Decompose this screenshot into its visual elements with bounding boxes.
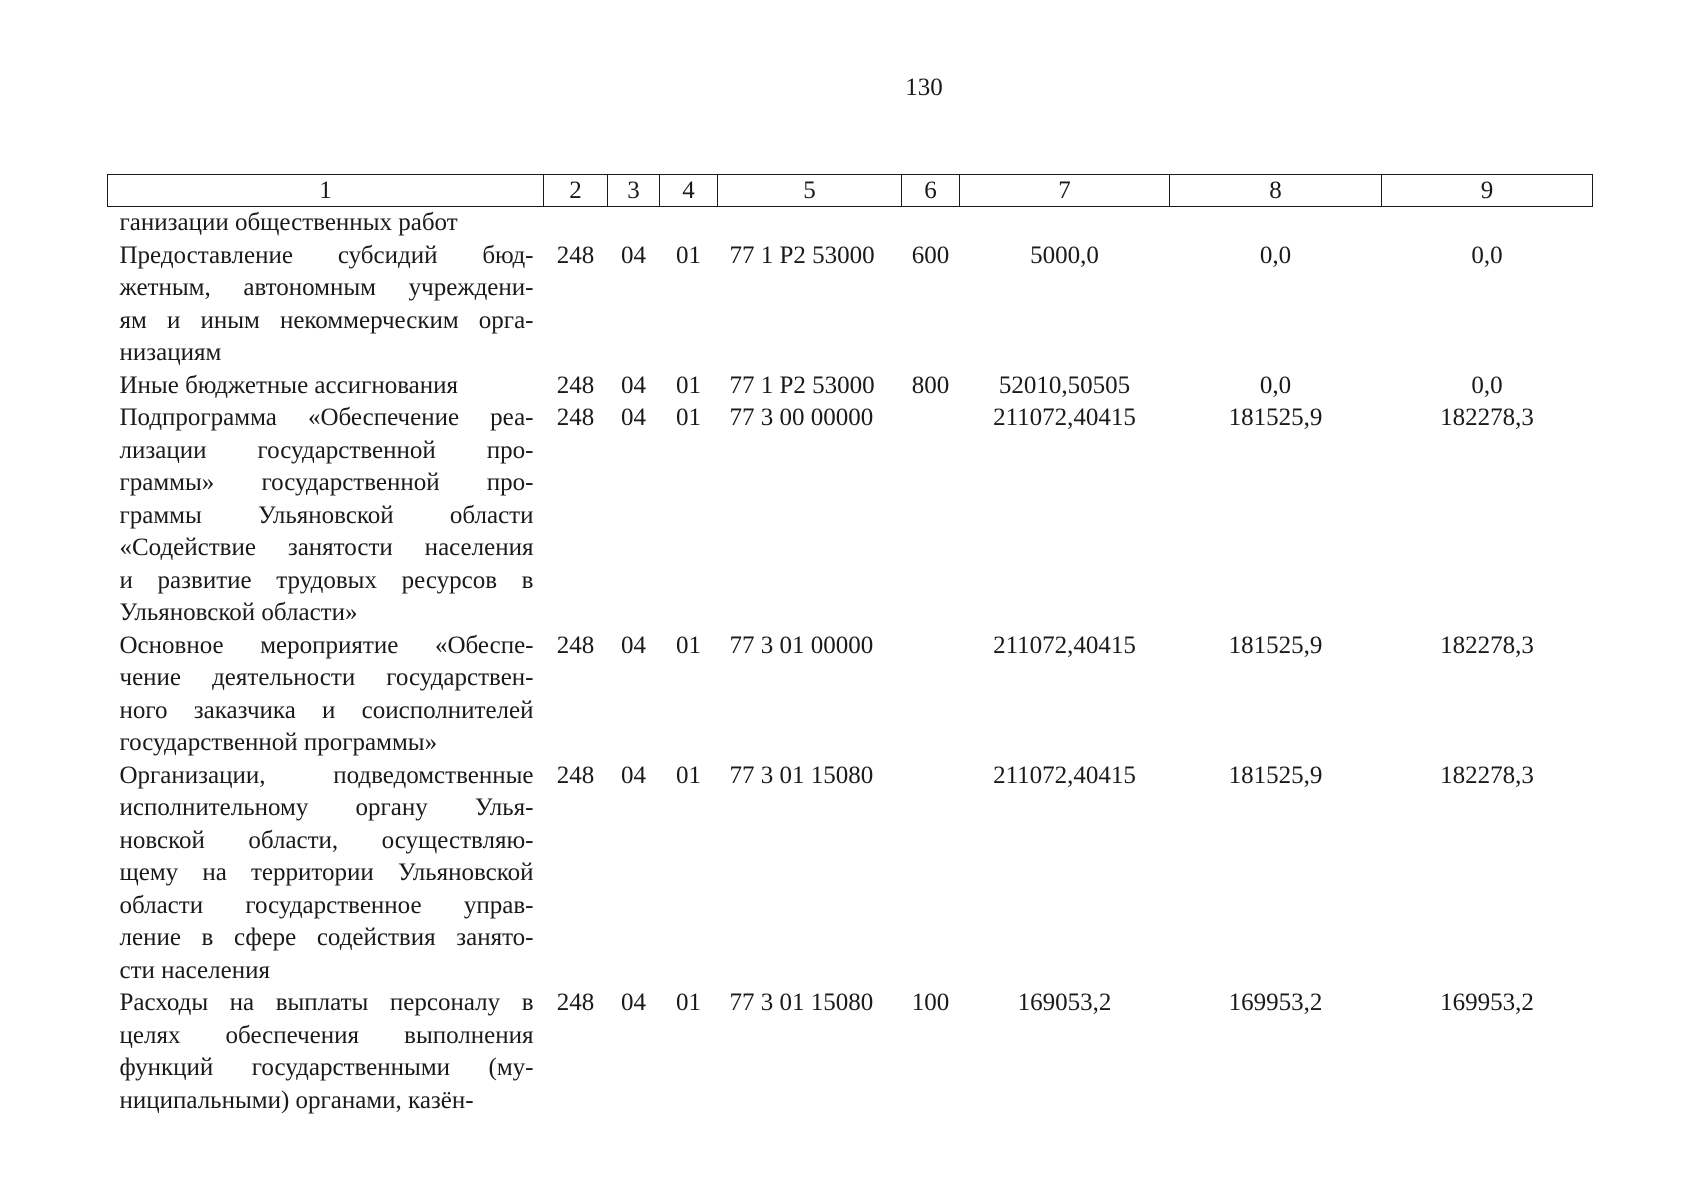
row-name-line: государственной программы» [119, 729, 438, 756]
cell-code-3: 04 [621, 631, 646, 659]
cell-value-9: 182278,3 [1440, 631, 1534, 659]
cell-code-4: 01 [676, 989, 701, 1016]
cell-value-8: 0,0 [1259, 241, 1292, 269]
cell-value-8: 0,0 [1259, 371, 1292, 399]
cell-code-2: 248 [556, 371, 595, 399]
column-header-4: 4 [660, 175, 718, 207]
cell-value-8: 181525,9 [1228, 761, 1323, 789]
cell-value-7: 211072,40415 [993, 404, 1136, 431]
table-row [108, 402, 1593, 630]
row-name [108, 402, 544, 630]
row-name-line: Предоставление субсидий бюд- [119, 241, 534, 269]
table-row [108, 760, 1593, 988]
cell-code-2: 248 [556, 404, 595, 431]
row-name-line: ниципальными) органами, казён- [119, 1086, 474, 1114]
cell-value-8: 169953,2 [1228, 989, 1323, 1016]
cell-code-3: 04 [621, 371, 646, 399]
row-name-line: функций государственными (му- [119, 1054, 534, 1081]
row-name-line: Основное мероприятие «Обеспе- [119, 631, 534, 659]
row-name-line: целях обеспечения выполнения [119, 1021, 534, 1049]
cell-code-2 [544, 207, 608, 240]
row-name-line: и развитие трудовых ресурсов в [119, 566, 534, 594]
cell-code-6: 800 [911, 371, 950, 399]
cell-value-9 [1382, 207, 1593, 240]
cell-code-2: 248 [556, 631, 595, 659]
cell-code-6 [902, 760, 960, 988]
cell-code-5: 77 3 01 00000 [729, 631, 874, 659]
cell-code-3: 04 [621, 241, 646, 269]
cell-code-6 [902, 207, 960, 240]
row-name [108, 207, 544, 240]
row-name-line: «Содействие занятости населения [119, 534, 534, 561]
cell-value-7 [960, 207, 1170, 240]
cell-code-4: 01 [676, 761, 701, 789]
header-row [108, 175, 1593, 207]
column-header-9: 9 [1382, 175, 1593, 207]
cell-code-4: 01 [676, 371, 701, 399]
cell-code-5: 77 1 P2 53000 [729, 241, 875, 269]
table-row [108, 987, 1593, 1117]
cell-code-6: 100 [911, 989, 950, 1016]
column-header-8: 8 [1170, 175, 1382, 207]
row-name-line: граммы» государственной про- [119, 469, 534, 496]
column-header-3: 3 [608, 175, 660, 207]
cell-code-4 [660, 207, 718, 240]
cell-code-3: 04 [621, 404, 646, 431]
row-name [108, 240, 544, 370]
cell-code-6 [902, 402, 960, 630]
row-name-line: области государственное управ- [119, 891, 534, 919]
cell-value-8: 181525,9 [1228, 631, 1323, 659]
cell-value-7: 52010,50505 [998, 371, 1131, 399]
table-row [108, 630, 1593, 760]
cell-value-9: 0,0 [1471, 371, 1503, 399]
cell-value-7: 169053,2 [1017, 989, 1112, 1016]
row-name-line: Подпрограмма «Обеспечение реа- [119, 404, 534, 431]
row-name [108, 760, 544, 988]
row-name-line: лизации государственной про- [119, 436, 534, 464]
cell-code-5 [718, 207, 902, 240]
row-name [108, 987, 544, 1117]
row-name-line: Ульяновской области» [119, 599, 358, 626]
row-name-line: ление в сфере содействия занято- [119, 924, 534, 951]
row-name-line: Организации, подведомственные [119, 761, 534, 789]
cell-value-9: 0,0 [1471, 241, 1503, 269]
cell-code-3 [608, 207, 660, 240]
row-name-line: низациям [119, 339, 222, 366]
cell-code-5: 77 1 P2 53000 [729, 371, 875, 399]
cell-code-5: 77 3 01 15080 [729, 989, 874, 1016]
cell-code-3: 04 [621, 761, 646, 789]
row-name-line: Расходы на выплаты персоналу в [119, 989, 534, 1016]
column-header-6: 6 [902, 175, 960, 207]
table-row [108, 370, 1593, 403]
cell-value-9: 182278,3 [1440, 761, 1534, 789]
table-body [108, 207, 1593, 1118]
cell-code-2: 248 [556, 761, 595, 789]
cell-code-6: 600 [911, 241, 950, 269]
row-name-line: сти населения [119, 956, 270, 984]
table-header [108, 175, 1593, 207]
column-header-7: 7 [960, 175, 1170, 207]
row-name-line: щему на территории Ульяновской [119, 859, 534, 886]
column-header-1: 1 [108, 175, 544, 207]
cell-code-4: 01 [676, 631, 701, 659]
row-name-line: ганизации общественных работ [119, 209, 458, 236]
cell-code-3: 04 [621, 989, 646, 1016]
cell-value-7: 211072,40415 [993, 761, 1136, 789]
cell-value-9: 169953,2 [1440, 989, 1534, 1016]
cell-value-8: 181525,9 [1228, 404, 1323, 431]
cell-code-2: 248 [556, 241, 595, 269]
cell-code-2: 248 [556, 989, 595, 1016]
cell-code-4: 01 [676, 241, 701, 269]
cell-code-4: 01 [676, 404, 701, 431]
row-name [108, 630, 544, 760]
column-header-2: 2 [544, 175, 608, 207]
row-name-line: исполнительному органу Улья- [119, 794, 534, 821]
row-name [108, 370, 544, 403]
budget-table [107, 174, 1593, 1117]
page-number: 130 [905, 74, 943, 101]
row-name-line: ного заказчика и соисполнителей [119, 696, 534, 724]
row-name-line: Иные бюджетные ассигнования [119, 371, 459, 399]
row-name-line: новской области, осуществляю- [119, 826, 534, 854]
cell-value-8 [1170, 207, 1382, 240]
cell-value-7: 211072,40415 [993, 631, 1136, 659]
table-row [108, 207, 1593, 240]
budget-table-container [107, 174, 1592, 1117]
cell-code-5: 77 3 00 00000 [729, 404, 874, 431]
table-row [108, 240, 1593, 370]
row-name-line: ям и иным некоммерческим орга- [119, 306, 534, 334]
cell-code-5: 77 3 01 15080 [729, 761, 874, 789]
column-header-5: 5 [718, 175, 902, 207]
row-name-line: жетным, автономным учреждени- [119, 274, 534, 301]
cell-value-9: 182278,3 [1440, 404, 1534, 431]
cell-value-7: 5000,0 [1030, 241, 1099, 269]
row-name-line: чение деятельности государствен- [119, 664, 534, 691]
row-name-line: граммы Ульяновской области [119, 501, 534, 529]
cell-code-6 [902, 630, 960, 760]
